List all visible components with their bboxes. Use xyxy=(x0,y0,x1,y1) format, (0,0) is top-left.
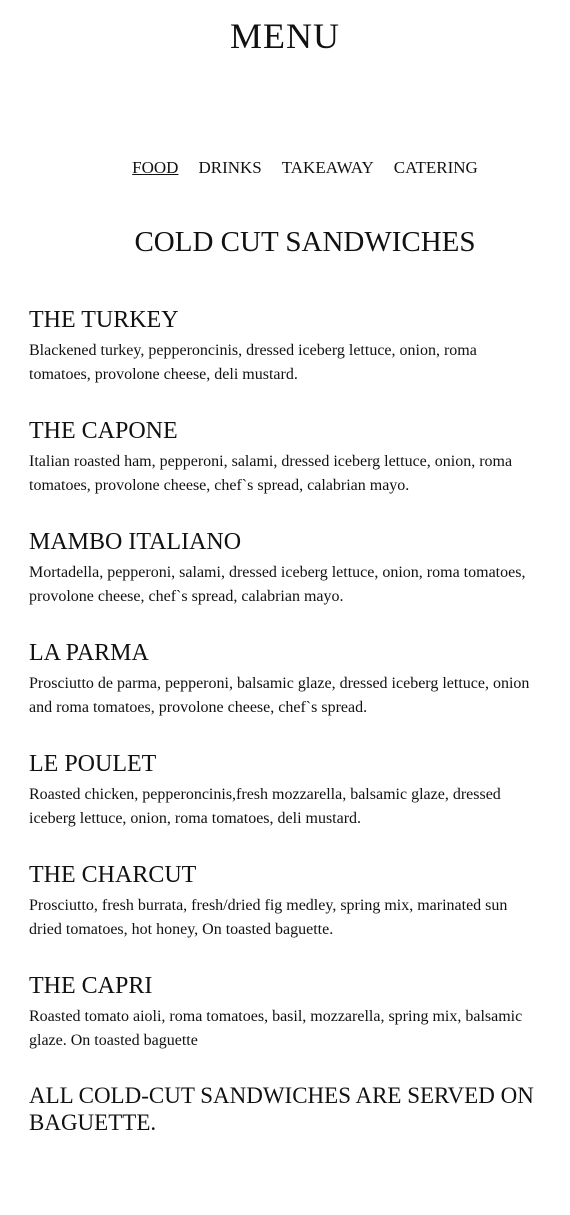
baguette-note: ALL COLD-CUT SANDWICHES ARE SERVED ON BAGUETTE. xyxy=(29,1083,534,1135)
menu-item-name: LA PARMA xyxy=(29,640,149,666)
menu-item-name: THE CAPRI xyxy=(29,973,153,999)
nav-item-takeaway[interactable]: TAKEAWAY xyxy=(281,158,374,177)
menu-item-description: Italian roasted ham, pepperoni, salami, dressed iceberg lettuce, onion, roma tomatoes, provolone cheese, chef`s spread, calabrian mayo. xyxy=(29,453,513,494)
page-title: MENU xyxy=(230,16,340,56)
menu-item xyxy=(29,638,539,749)
nav-item-catering[interactable]: CATERING xyxy=(393,158,478,177)
menu-item-description: Roasted tomato aioli, roma tomatoes, basil, mozzarella, spring mix, balsamic glaze. On toasted baguette xyxy=(29,1008,523,1049)
menu-item-name: THE TURKEY xyxy=(29,307,179,333)
menu-item xyxy=(29,749,539,860)
menu-item-description: Mortadella, pepperoni, salami, dressed iceberg lettuce, onion, roma tomatoes, provolone cheese, chef`s spread, calabrian mayo. xyxy=(29,564,526,605)
menu-item-description: Roasted chicken, pepperoncinis,fresh mozzarella, balsamic glaze, dressed iceberg lettuce, onion, roma tomatoes, deli mustard. xyxy=(29,786,501,827)
nav-item-drinks[interactable]: DRINKS xyxy=(198,158,262,177)
menu-item-name: THE CAPONE xyxy=(29,418,178,444)
menu-item-name: MAMBO ITALIANO xyxy=(29,529,242,555)
menu-item-description: Prosciutto, fresh burrata, fresh/dried fig medley, spring mix, marinated sun dried tomatoes, hot honey, On toasted baguette. xyxy=(29,897,508,938)
menu-item xyxy=(29,860,539,971)
menu-item xyxy=(29,416,539,527)
menu-items-list xyxy=(29,305,539,1082)
menu-item xyxy=(29,527,539,638)
menu-category-nav xyxy=(20,156,570,180)
menu-item-name: LE POULET xyxy=(29,751,157,777)
section-title: COLD CUT SANDWICHES xyxy=(134,226,476,258)
menu-item-description: Blackened turkey, pepperoncinis, dressed iceberg lettuce, onion, roma tomatoes, provolone cheese, deli mustard. xyxy=(29,342,477,383)
menu-item xyxy=(29,305,539,416)
menu-item-name: THE CHARCUT xyxy=(29,862,197,888)
menu-item-description: Prosciutto de parma, pepperoni, balsamic glaze, dressed iceberg lettuce, onion and roma tomatoes, provolone cheese, chef`s spread. xyxy=(29,675,530,716)
menu-item xyxy=(29,971,539,1082)
nav-item-food[interactable]: FOOD xyxy=(132,158,179,177)
